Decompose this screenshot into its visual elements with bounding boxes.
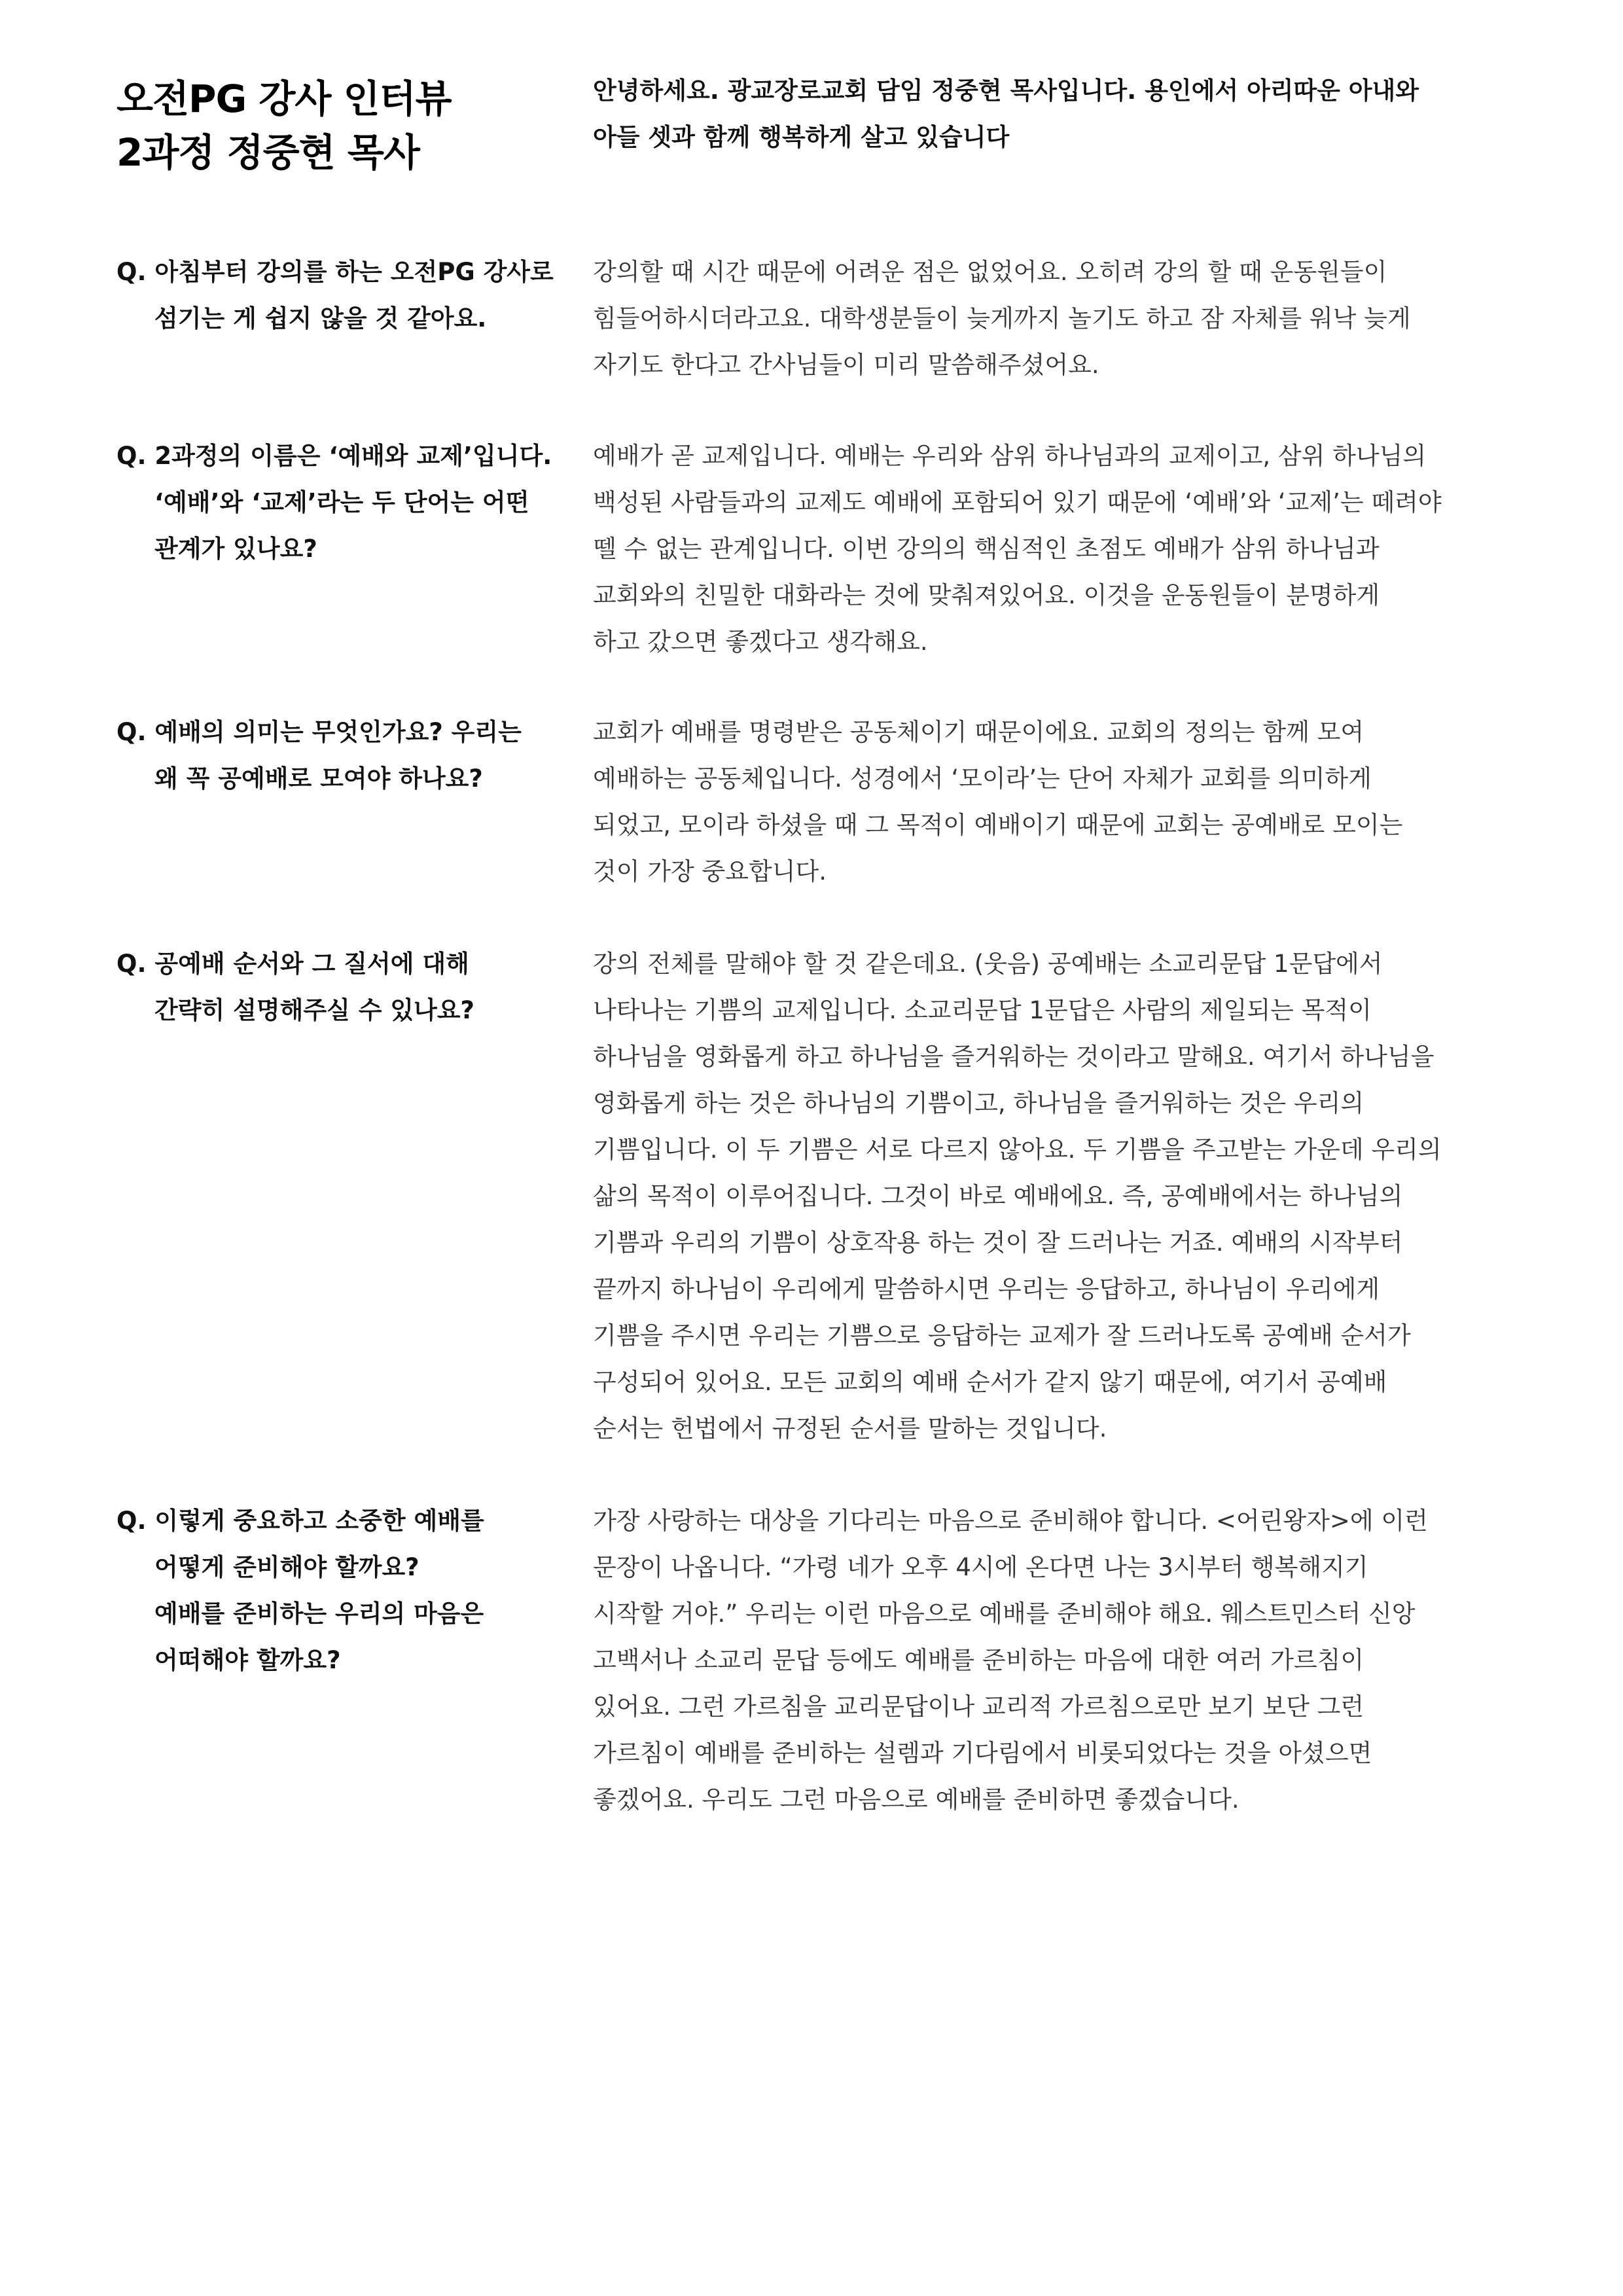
answer-line: 영화롭게 하는 것은 하나님의 기쁨이고, 하나님을 즐거워하는 것은 우리의 [593,1089,1364,1117]
answer-line: 좋겠어요. 우리도 그런 마음으로 예배를 준비하면 좋겠습니다. [593,1785,1240,1814]
question-line: 어떠해야 할까요? [154,1646,341,1674]
question [116,249,575,342]
title-line-2: 2과정 정중현 목사 [116,130,419,175]
answer [593,709,1522,895]
question [116,709,575,802]
answer [593,1498,1522,1823]
answer-line: 나타나는 기쁨의 교제입니다. 소교리문답 1문답은 사람의 제일되는 목적이 [593,996,1372,1024]
answer [593,941,1522,1452]
intro-line: 아들 셋과 함께 행복하게 살고 있습니다 [593,123,1010,151]
answer-line: 있어요. 그런 가르침을 교리문답이나 교리적 가르침으로만 보기 보단 그런 [593,1693,1364,1721]
question-line: 예배를 준비하는 우리의 마음은 [154,1600,484,1628]
answer-line: 하나님을 영화롭게 하고 하나님을 즐거워하는 것이라고 말해요. 여기서 하나님을 [593,1043,1435,1071]
question [116,1498,575,1683]
question [116,433,575,572]
question-line: 간략히 설명해주실 수 있나요? [154,996,475,1024]
page-title [116,72,575,179]
question-line: Q. 2과정의 이름은 ‘예배와 교제’입니다. [116,442,552,470]
question-line: ‘예배’와 ‘교제’라는 두 단어는 어떤 [154,488,529,516]
answer-line: 교회가 예배를 명령받은 공동체이기 때문이에요. 교회의 정의는 함께 모여 [593,718,1364,746]
answer-line: 것이 가장 중요합니다. [593,857,827,886]
answer-line: 자기도 한다고 간사님들이 미리 말씀해주셨어요. [593,351,1099,379]
question-line: Q. 아침부터 강의를 하는 오전PG 강사로 [116,258,554,286]
intro-line: 안녕하세요. 광교장로교회 담임 정중현 목사입니다. 용인에서 아리따운 아내와 [593,77,1419,105]
answer-line: 기쁨을 주시면 우리는 기쁨으로 응답하는 교제가 잘 드러나도록 공예배 순서가 [593,1321,1411,1350]
answer-line: 힘들어하시더라고요. 대학생분들이 늦게까지 놀기도 하고 잠 자체를 워낙 늦게 [593,304,1411,332]
question [116,941,575,1033]
answer-line: 순서는 헌법에서 규정된 순서를 말하는 것입니다. [593,1414,1107,1443]
answer-line: 시작할 거야.” 우리는 이런 마음으로 예배를 준비해야 해요. 웨스트민스터 신앙 [593,1600,1416,1628]
answer-line: 고백서나 소교리 문답 등에도 예배를 준비하는 마음에 대한 여러 가르침이 [593,1646,1364,1674]
answer-line: 문장이 나옵니다. “가령 네가 오후 4시에 온다면 나는 3시부터 행복해지기 [593,1553,1368,1581]
intro-paragraph [593,67,1522,160]
answer-line: 가장 사랑하는 대상을 기다리는 마음으로 준비해야 합니다. <어린왕자>에 이런 [593,1507,1428,1535]
answer-line: 백성된 사람들과의 교제도 예배에 포함되어 있기 때문에 ‘예배’와 ‘교제’는 떼려야 [593,488,1442,516]
answer-line: 예배하는 공동체입니다. 성경에서 ‘모이라’는 단어 자체가 교회를 의미하게 [593,764,1372,793]
question-line: Q. 공예배 순서와 그 질서에 대해 [116,950,469,978]
answer [593,433,1522,665]
answer-line: 교회와의 친밀한 대화라는 것에 맞춰져있어요. 이것을 운동원들이 분명하게 [593,581,1380,609]
question-line: 관계가 있나요? [154,535,317,563]
answer-line: 삶의 목적이 이루어집니다. 그것이 바로 예배에요. 즉, 공예배에서는 하나님의 [593,1182,1403,1210]
answer-line: 구성되어 있어요. 모든 교회의 예배 순서가 같지 않기 때문에, 여기서 공예배 [593,1368,1387,1396]
question-line: 섬기는 게 쉽지 않을 것 같아요. [154,304,487,332]
question-line: 왜 꼭 공예배로 모여야 하나요? [154,764,483,793]
answer-line: 강의 전체를 말해야 할 것 같은데요. (웃음) 공예배는 소교리문답 1문답에서 [593,950,1383,978]
title-line-1: 오전PG 강사 인터뷰 [116,77,452,121]
answer-line: 끝까지 하나님이 우리에게 말씀하시면 우리는 응답하고, 하나님이 우리에게 [593,1275,1380,1303]
question-line: Q. 예배의 의미는 무엇인가요? 우리는 [116,718,522,746]
answer-line: 예배가 곧 교제입니다. 예배는 우리와 삼위 하나님과의 교제이고, 삼위 하나님의 [593,442,1427,470]
answer [593,249,1522,388]
question-line: 어떻게 준비해야 할까요? [154,1553,419,1581]
answer-line: 뗄 수 없는 관계입니다. 이번 강의의 핵심적인 초점도 예배가 삼위 하나님과 [593,535,1380,563]
answer-line: 가르침이 예배를 준비하는 설렘과 기다림에서 비롯되었다는 것을 아셨으면 [593,1739,1372,1767]
answer-line: 기쁨과 우리의 기쁨이 상호작용 하는 것이 잘 드러나는 거죠. 예배의 시작부터 [593,1229,1403,1257]
answer-line: 되었고, 모이라 하셨을 때 그 목적이 예배이기 때문에 교회는 공예배로 모이는 [593,811,1403,839]
answer-line: 기쁨입니다. 이 두 기쁨은 서로 다르지 않아요. 두 기쁨을 주고받는 가운데 우리의 [593,1136,1442,1164]
answer-line: 강의할 때 시간 때문에 어려운 점은 없었어요. 오히려 강의 할 때 운동원들이 [593,258,1387,286]
answer-line: 하고 갔으면 좋겠다고 생각해요. [593,628,928,656]
question-line: Q. 이렇게 중요하고 소중한 예배를 [116,1507,484,1535]
